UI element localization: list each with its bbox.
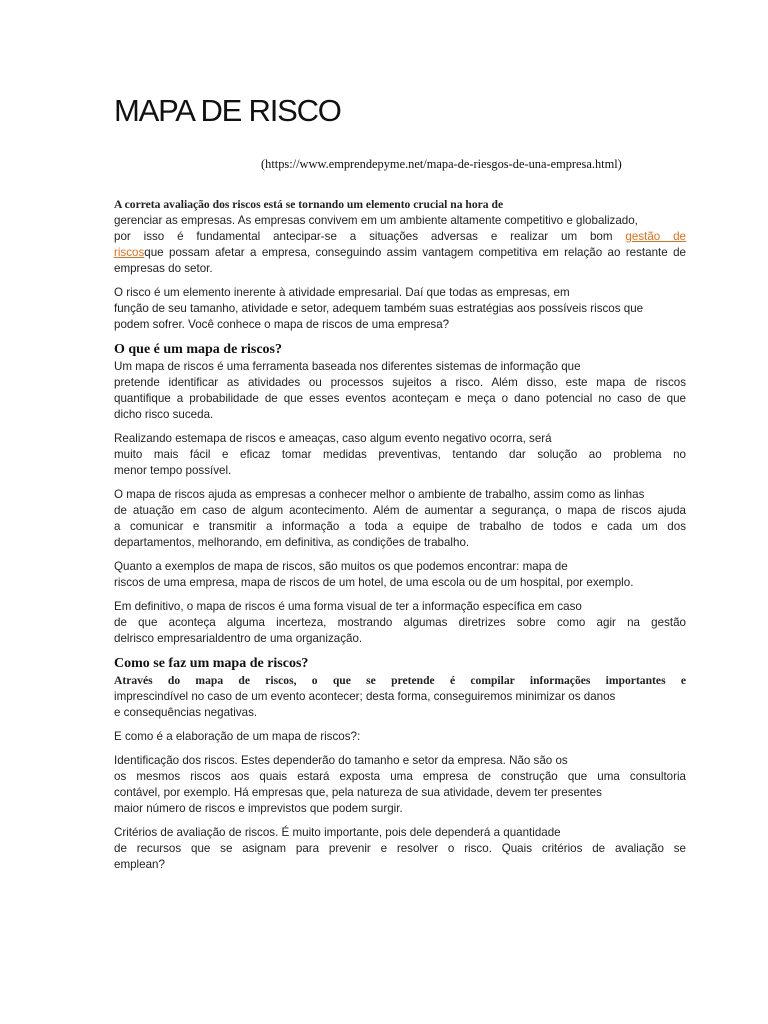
paragraph-line: de atuação em caso de algum acontecimento. Além de aumentar a segurança, o mapa de riscos ajuda [114, 504, 686, 517]
paragraph-line: emplean? [114, 858, 165, 871]
paragraph-line: de que aconteça alguma incerteza, mostrando algumas diretrizes sobre como agir na gestão [114, 616, 686, 629]
paragraph-line: departamentos, melhorando, em definitiva, as condições de trabalho. [114, 536, 470, 549]
paragraph-line: função de seu tamanho, atividade e setor, adequem também suas estratégias aos possíveis riscos que [114, 302, 644, 315]
section-heading-how-to: Como se faz um mapa de riscos? [114, 656, 309, 671]
paragraph-line: quantifique a probabilidade de que esses eventos aconteçam e meça o dano potencial no caso de que [114, 392, 686, 405]
paragraph-line: pretende identificar as atividades ou processos sujeitos a risco. Além disso, este mapa de riscos [114, 376, 686, 389]
paragraph-line: a comunicar e transmitir a informação a toda a equipe de trabalho de todos e cada um dos [114, 520, 686, 533]
how-bold-line: Através do mapa de riscos, o que se pretende é compilar informações importantes e [114, 674, 686, 687]
paragraph-line: Quanto a exemplos de mapa de riscos, são muitos os que podemos encontrar: mapa de [114, 560, 568, 573]
source-url: (https://www.emprendepyme.net/mapa-de-riesgos-de-una-empresa.html) [261, 157, 622, 171]
criteria-paragraph [114, 825, 686, 873]
paragraph-line: podem sofrer. Você conhece o mapa de riscos de uma empresa? [114, 318, 450, 331]
section-heading-what-is: O que é um mapa de riscos? [114, 342, 282, 357]
definition-paragraph [114, 359, 686, 423]
paragraph-line: Realizando estemapa de riscos e ameaças, caso algum evento negativo ocorra, será [114, 432, 552, 445]
paragraph-line: Critérios de avaliação de riscos. É muito importante, pois dele dependerá a quantidade [114, 826, 561, 839]
intro-text-before-link: por isso é fundamental antecipar-se a situações adversas e realizar um bom [114, 230, 626, 243]
paragraph-line: muito mais fácil e eficaz tomar medidas preventivas, tentando dar solução ao problema no [114, 448, 686, 461]
paragraph-line: O risco é um elemento inerente à atividade empresarial. Daí que todas as empresas, em [114, 286, 570, 299]
intro-line: gerenciar as empresas. As empresas convivem em um ambiente altamente competitivo e globalizado, [114, 214, 638, 227]
question-paragraph: E como é a elaboração de um mapa de riscos?: [114, 730, 361, 743]
paragraph-line: de recursos que se asignam para prevenir e resolver o risco. Quais critérios de avaliação se [114, 842, 686, 855]
identification-paragraph [114, 753, 686, 817]
paragraph-line: Em definitivo, o mapa de riscos é uma forma visual de ter a informação específica em caso [114, 600, 582, 613]
realizing-paragraph [114, 431, 686, 479]
paragraph-line: contável, por exemplo. Há empresas que, pela natureza de sua atividade, devem ter presentes [114, 786, 602, 799]
paragraph-line: delrisco empresarialdentro de uma organização. [114, 632, 363, 645]
paragraph-line: riscos de uma empresa, mapa de riscos de um hotel, de uma escola ou de um hospital, por exemplo. [114, 576, 634, 589]
paragraph-line: imprescindível no caso de um evento acontecer; desta forma, conseguiremos minimizar os danos [114, 690, 616, 703]
intro-paragraph [114, 197, 686, 277]
intro-line-after-link [114, 245, 686, 261]
helps-paragraph [114, 487, 686, 551]
intro-line: empresas do setor. [114, 262, 213, 275]
paragraph-line: menor tempo possível. [114, 464, 232, 477]
examples-paragraph [114, 559, 686, 591]
intro-text-after-link: que possam afetar a empresa, conseguindo assim vantagem competitiva em relação ao restante de [144, 246, 686, 259]
paragraph-line: dicho risco suceda. [114, 408, 214, 421]
paragraph-line: maior número de riscos e imprevistos que podem surgir. [114, 802, 403, 815]
intro-lead-bold: A correta avaliação dos riscos está se tornando um elemento crucial na hora de [114, 198, 504, 211]
page-title: MAPA DE RISCO [114, 93, 341, 128]
intro-line-with-link [114, 229, 686, 245]
paragraph-line: Identificação dos riscos. Estes dependerão do tamanho e setor da empresa. Não são os [114, 754, 568, 767]
paragraph-line: os mesmos riscos aos quais estará exposta uma empresa de construção que uma consultoria [114, 770, 686, 783]
paragraph-line: O mapa de riscos ajuda as empresas a conhecer melhor o ambiente de trabalho, assim como as linhas [114, 488, 645, 501]
gestao-de-riscos-link-part2[interactable]: riscos [114, 246, 145, 259]
paragraph-line: Um mapa de riscos é uma ferramenta baseada nos diferentes sistemas de informação que [114, 360, 581, 373]
gestao-de-riscos-link-part1[interactable]: gestão de [625, 230, 686, 243]
document-body [114, 197, 686, 881]
definitive-paragraph [114, 599, 686, 647]
risk-paragraph [114, 285, 686, 333]
how-paragraph [114, 673, 686, 721]
paragraph-line: e consequências negativas. [114, 706, 258, 719]
